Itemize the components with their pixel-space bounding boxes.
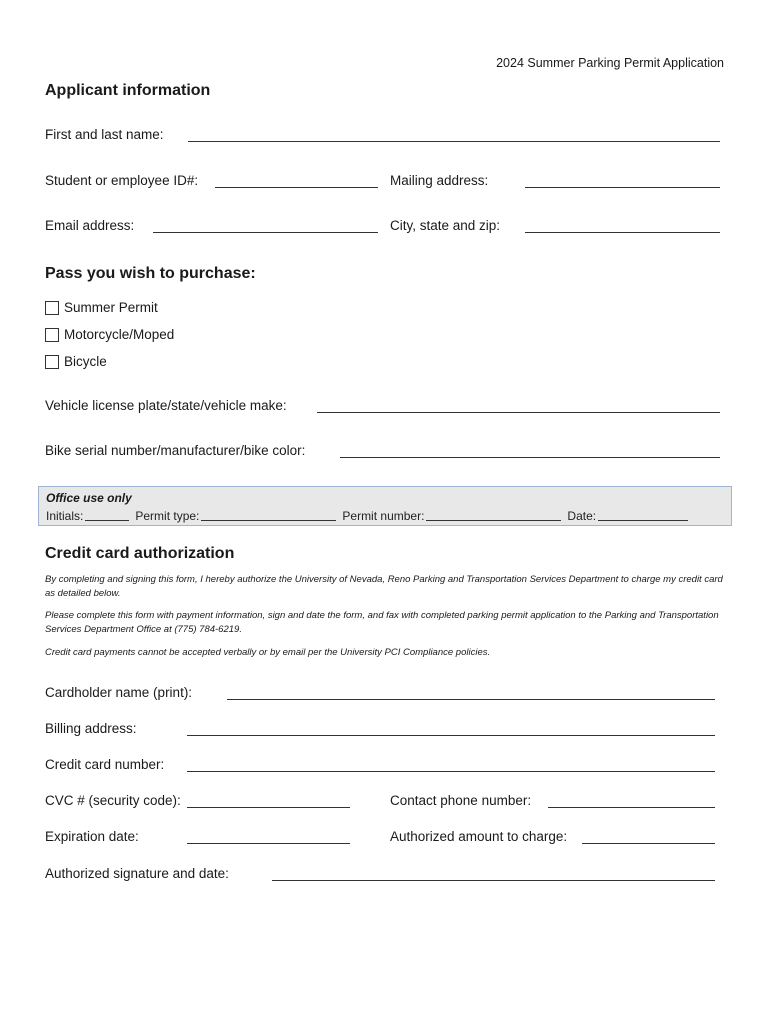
- checkbox[interactable]: [45, 328, 59, 342]
- cardholder-label: Cardholder name (print):: [45, 685, 193, 700]
- billing-field[interactable]: [187, 735, 715, 736]
- permit-type-label: Permit type:: [135, 509, 200, 523]
- card-number-label: Credit card number:: [45, 757, 165, 772]
- vehicle-field[interactable]: [317, 412, 720, 413]
- option-summer-permit[interactable]: [45, 300, 158, 315]
- permit-number-label: Permit number:: [342, 509, 425, 523]
- expiration-label: Expiration date:: [45, 829, 139, 844]
- city-field[interactable]: [525, 232, 720, 233]
- phone-field[interactable]: [548, 807, 715, 808]
- date-field[interactable]: [598, 509, 688, 521]
- initials-field[interactable]: [85, 509, 129, 521]
- permit-number-field[interactable]: [426, 509, 561, 521]
- option-label: Summer Permit: [64, 300, 158, 315]
- option-label: Motorcycle/Moped: [64, 327, 175, 342]
- instructions-note: Please complete this form with payment information, sign and date the form, and fax with completed parking permit application to the Parking and Transportation Services Department Office at (775) 784-6219.: [45, 610, 719, 635]
- checkbox[interactable]: [45, 355, 59, 369]
- authorization-note: By completing and signing this form, I hereby authorize the University of Nevada, Reno Parking and Transportation Services Department to charge my credit card as detailed below.: [45, 574, 723, 599]
- mailing-field[interactable]: [525, 187, 720, 188]
- bike-field[interactable]: [340, 457, 720, 458]
- phone-label: Contact phone number:: [390, 793, 532, 808]
- checkbox[interactable]: [45, 301, 59, 315]
- amount-field[interactable]: [582, 843, 715, 844]
- date-label: Date:: [567, 509, 597, 523]
- vehicle-label: Vehicle license plate/state/vehicle make:: [45, 398, 287, 413]
- email-field[interactable]: [153, 232, 378, 233]
- id-field[interactable]: [215, 187, 378, 188]
- bike-label: Bike serial number/manufacturer/bike color:: [45, 443, 306, 458]
- amount-label: Authorized amount to charge:: [390, 829, 568, 844]
- mailing-label: Mailing address:: [390, 173, 489, 188]
- expiration-field[interactable]: [187, 843, 350, 844]
- pci-note: Credit card payments cannot be accepted verbally or by email per the University PCI Compliance policies.: [45, 647, 491, 658]
- office-row: [46, 509, 694, 523]
- name-label: First and last name:: [45, 127, 164, 142]
- card-number-field[interactable]: [187, 771, 715, 772]
- cvc-label: CVC # (security code):: [45, 793, 181, 808]
- office-title: Office use only: [46, 491, 132, 505]
- billing-label: Billing address:: [45, 721, 137, 736]
- cardholder-field[interactable]: [227, 699, 715, 700]
- option-motorcycle[interactable]: [45, 327, 174, 342]
- document-title: 2024 Summer Parking Permit Application: [496, 56, 724, 70]
- id-label: Student or employee ID#:: [45, 173, 199, 188]
- city-label: City, state and zip:: [390, 218, 501, 233]
- signature-label: Authorized signature and date:: [45, 866, 229, 881]
- permit-type-field[interactable]: [201, 509, 336, 521]
- credit-heading: Credit card authorization: [45, 545, 235, 562]
- pass-heading: Pass you wish to purchase:: [45, 265, 256, 282]
- cvc-field[interactable]: [187, 807, 350, 808]
- email-label: Email address:: [45, 218, 135, 233]
- signature-field[interactable]: [272, 880, 715, 881]
- office-use-box: [38, 486, 732, 526]
- option-bicycle[interactable]: [45, 354, 107, 369]
- option-label: Bicycle: [64, 354, 107, 369]
- initials-label: Initials:: [46, 509, 84, 523]
- applicant-heading: Applicant information: [45, 82, 211, 99]
- name-field[interactable]: [188, 141, 720, 142]
